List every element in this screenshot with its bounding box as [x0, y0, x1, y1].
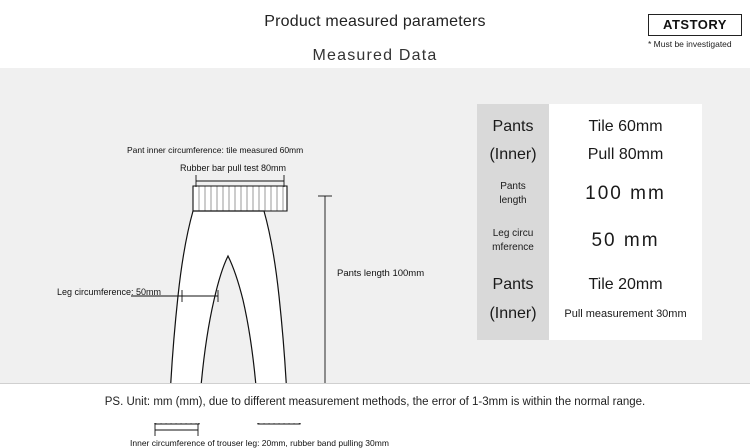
footer-divider: [0, 383, 750, 384]
page-header: [0, 0, 750, 68]
table-row-label: Leg circu: [492, 228, 534, 239]
table-row-value: 50 mm: [591, 230, 660, 251]
table-row-label: mference: [492, 242, 534, 253]
table-row-label: Pants: [492, 276, 534, 293]
table-row-value: 100 mm: [585, 183, 666, 204]
label-pant-inner-circumference: Pant inner circumference: tile measured 60mm: [127, 145, 304, 155]
page-footer: [0, 383, 750, 423]
brand-note: * Must be investigated: [648, 39, 732, 49]
table-row-label: (Inner): [489, 305, 537, 322]
table-row-value: Pull 80mm: [587, 146, 664, 163]
page-title: Product measured parameters: [264, 13, 486, 30]
page-subtitle: Measured Data: [312, 47, 438, 64]
table-row: [477, 194, 702, 208]
label-rubber-bar-pull-test: Rubber bar pull test 80mm: [180, 163, 287, 173]
table-row-value: Tile 60mm: [588, 118, 663, 135]
table-row-label: (Inner): [489, 146, 537, 163]
brand-logo: ATSTORY: [648, 14, 742, 36]
table-row: [477, 145, 702, 165]
label-trouser-leg-circumference: Inner circumference of trouser leg: 20mm, rubber band pulling 30mm: [130, 438, 389, 448]
table-row-value: [549, 194, 702, 208]
label-leg-circumference: Leg circumference: 50mm: [57, 287, 162, 297]
table-row-value: Pull measurement 30mm: [564, 308, 687, 320]
table-row: [477, 303, 702, 325]
footer-note: PS. Unit: mm (mm), due to different measurement methods, the error of 1-3mm is within the normal range.: [104, 396, 646, 408]
table-row-value: [549, 241, 702, 255]
table-row-label: length: [499, 195, 527, 206]
pants-technical-drawing: [0, 68, 470, 383]
label-pants-length: Pants length 100mm: [337, 268, 425, 279]
table-row: [477, 117, 702, 137]
table-row-label: Pants: [500, 181, 526, 192]
table-row-label: Pants: [492, 118, 534, 135]
table-row: [477, 274, 702, 296]
table-row-value: Tile 20mm: [588, 276, 663, 293]
brand-block: [648, 14, 742, 62]
table-row: [477, 241, 702, 255]
measurement-table: [477, 104, 702, 340]
